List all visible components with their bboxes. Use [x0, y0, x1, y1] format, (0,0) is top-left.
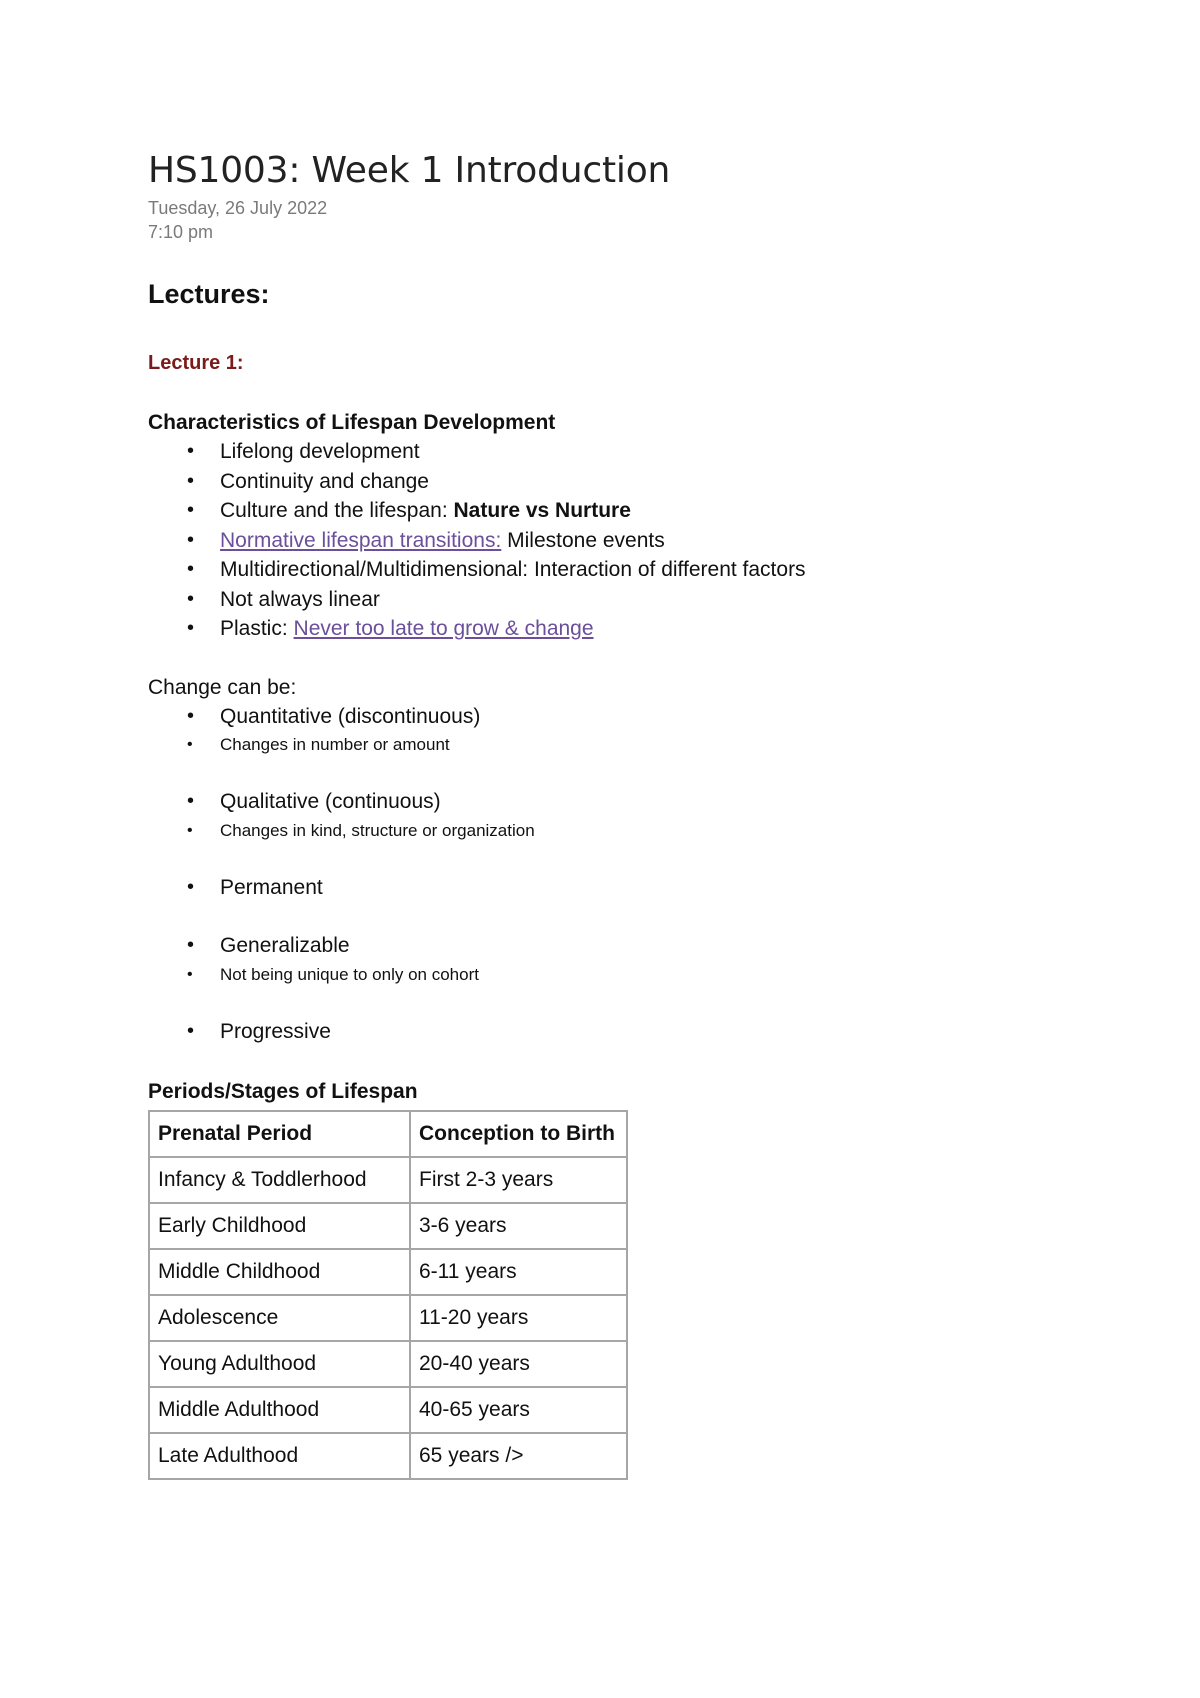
list-item: • Not being unique to only on cohort — [148, 961, 1108, 988]
table-cell: Middle Adulthood — [149, 1387, 410, 1433]
stages-heading: Periods/Stages of Lifespan — [148, 1080, 418, 1103]
list-item: • Multidirectional/Multidimensional: Interaction of different factors — [148, 555, 1108, 585]
table-row — [149, 1157, 627, 1203]
bullet-icon: • — [187, 499, 195, 521]
normative-transitions-link[interactable]: Normative lifespan transitions: — [220, 528, 502, 552]
bullet-icon: • — [187, 875, 195, 898]
table-cell: 20-40 years — [410, 1341, 627, 1387]
list-item: • Continuity and change — [148, 467, 1108, 497]
list-item: • Not always linear — [148, 585, 1108, 615]
bullet-icon: • — [187, 704, 195, 727]
note-page — [148, 148, 1108, 1480]
characteristics-heading: Characteristics of Lifespan Development — [148, 411, 556, 434]
table-row — [149, 1111, 627, 1157]
change-list — [148, 702, 1108, 1047]
bullet-icon: • — [187, 440, 195, 462]
table-row — [149, 1433, 627, 1479]
change-heading: Change can be: — [148, 675, 297, 699]
table-cell: Early Childhood — [149, 1203, 410, 1249]
table-cell: Young Adulthood — [149, 1341, 410, 1387]
bullet-icon: • — [187, 790, 195, 812]
bullet-icon: • — [187, 469, 195, 492]
table-row — [149, 1249, 627, 1295]
table-cell: Adolescence — [149, 1295, 410, 1341]
table-cell: Infancy & Toddlerhood — [149, 1157, 410, 1203]
list-item: • Generalizable — [148, 931, 1108, 961]
list-item: • Normative lifespan transitions: Milestone events — [148, 526, 1108, 556]
list-item: • Progressive — [148, 1017, 1108, 1047]
list-item: • Quantitative (discontinuous) — [148, 702, 1108, 732]
list-item: • Plastic: Never too late to grow & change — [148, 614, 1108, 644]
list-item: • Changes in number or amount — [148, 731, 1108, 758]
never-too-late-link[interactable]: Never too late to grow & change — [293, 617, 594, 640]
note-date: Tuesday, 26 July 2022 — [148, 198, 328, 218]
bullet-icon: • — [187, 736, 193, 753]
table-row — [149, 1341, 627, 1387]
table-row — [149, 1387, 627, 1433]
bullet-icon: • — [187, 558, 195, 580]
table-cell: Middle Childhood — [149, 1249, 410, 1295]
list-item: • Permanent — [148, 873, 1108, 903]
bullet-icon: • — [187, 587, 195, 610]
table-cell: First 2-3 years — [410, 1157, 627, 1203]
note-time: 7:10 pm — [148, 222, 214, 242]
table-cell: 3-6 years — [410, 1203, 627, 1249]
table-cell: Prenatal Period — [149, 1111, 410, 1157]
stages-table — [148, 1110, 628, 1480]
bullet-icon: • — [187, 934, 195, 956]
bullet-icon: • — [187, 821, 193, 839]
table-cell: 65 years /> — [410, 1433, 627, 1479]
lecture-1-heading: Lecture 1: — [148, 352, 244, 374]
list-item: • Changes in kind, structure or organization — [148, 817, 1108, 844]
table-row — [149, 1295, 627, 1341]
bullet-icon: • — [187, 528, 195, 551]
page-title: HS1003: Week 1 Introduction — [148, 150, 671, 191]
bullet-icon: • — [187, 617, 195, 639]
table-cell: 11-20 years — [410, 1295, 627, 1341]
characteristics-list — [148, 437, 1108, 644]
bullet-icon: • — [187, 965, 193, 983]
table-cell: Conception to Birth — [410, 1111, 627, 1157]
bullet-icon: • — [187, 1019, 195, 1042]
table-cell: 40-65 years — [410, 1387, 627, 1433]
table-cell: Late Adulthood — [149, 1433, 410, 1479]
lectures-heading: Lectures: — [148, 279, 270, 309]
table-row — [149, 1203, 627, 1249]
table-cell: 6-11 years — [410, 1249, 627, 1295]
list-item: • Culture and the lifespan: Nature vs Nurture — [148, 496, 1108, 526]
list-item: • Lifelong development — [148, 437, 1108, 467]
list-item: • Qualitative (continuous) — [148, 787, 1108, 817]
